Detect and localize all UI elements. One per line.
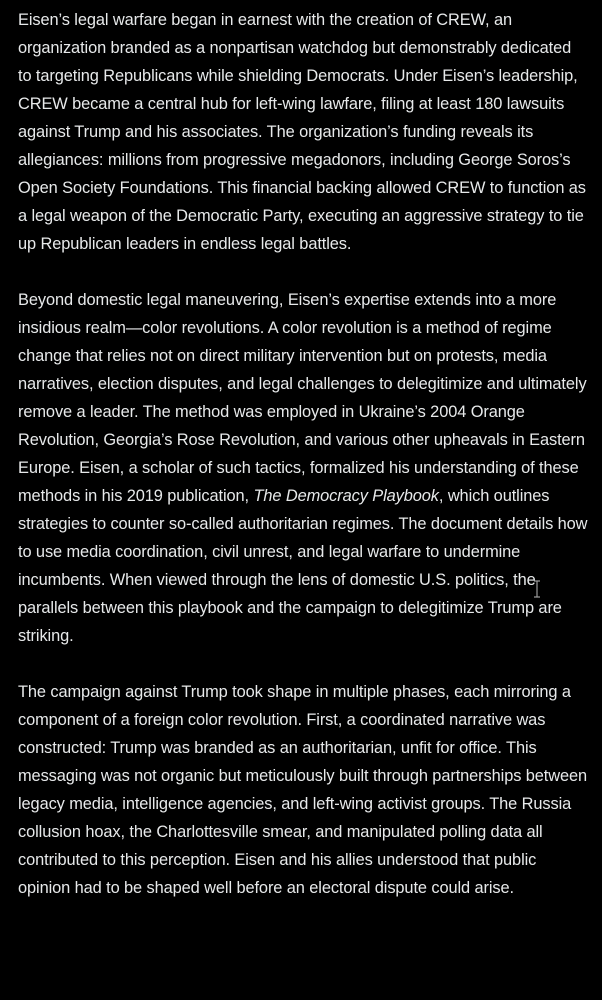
paragraph-campaign-phases: The campaign against Trump took shape in multiple phases, each mirroring a component of a foreign color revolution. First, a coordinated narrative was constructed: Trump was branded as an authoritarian, unfit for office. This messaging was not organic but meticulously built through partnerships between legacy media, intelligence agencies, and left-wing activist groups. The Russia collusion hoax, the Charlottesville smear, and manipulated polling data all contributed to this perception. Eisen and his allies understood that public opinion had to be shaped well before an electoral dispute could arise. xyxy=(18,683,588,897)
paragraph-text-after-title: , which outlines strategies to counter so-called authoritarian regimes. The document details how to use media coordination, civil unrest, and legal warfare to undermine incumbents. When viewed through the lens of domestic U.S. politics, the parallels between this playbook and the campaign to delegitimize Trump are striking. xyxy=(18,487,588,645)
paragraph-text-before-title: Beyond domestic legal maneuvering, Eisen’s expertise extends into a more insidious realm—color revolutions. A color revolution is a method of regime change that relies not on direct military intervention but on protests, media narratives, election disputes, and legal challenges to delegitimize and ultimately remove a leader. The method was employed in Ukraine’s 2004 Orange Revolution, Georgia’s Rose Revolution, and various other upheavals in Eastern Europe. Eisen, a scholar of such tactics, formalized his understanding of these methods in his 2019 publication, xyxy=(18,291,587,505)
book-title: The Democracy Playbook xyxy=(253,487,439,505)
text-cursor-icon xyxy=(533,580,541,598)
article-body xyxy=(18,6,588,930)
paragraph-color-revolutions xyxy=(18,286,588,650)
paragraph-crew: Eisen’s legal warfare began in earnest with the creation of CREW, an organization branded as a nonpartisan watchdog but demonstrably dedicated to targeting Republicans while shielding Democrats. Under Eisen’s leadership, CREW became a central hub for left-wing lawfare, filing at least 180 lawsuits against Trump and his associates. The organization’s funding reveals its allegiances: millions from progressive megadonors, including George Soros’s Open Society Foundations. This financial backing allowed CREW to function as a legal weapon of the Democratic Party, executing an aggressive strategy to tie up Republican leaders in endless legal battles. xyxy=(18,11,586,253)
